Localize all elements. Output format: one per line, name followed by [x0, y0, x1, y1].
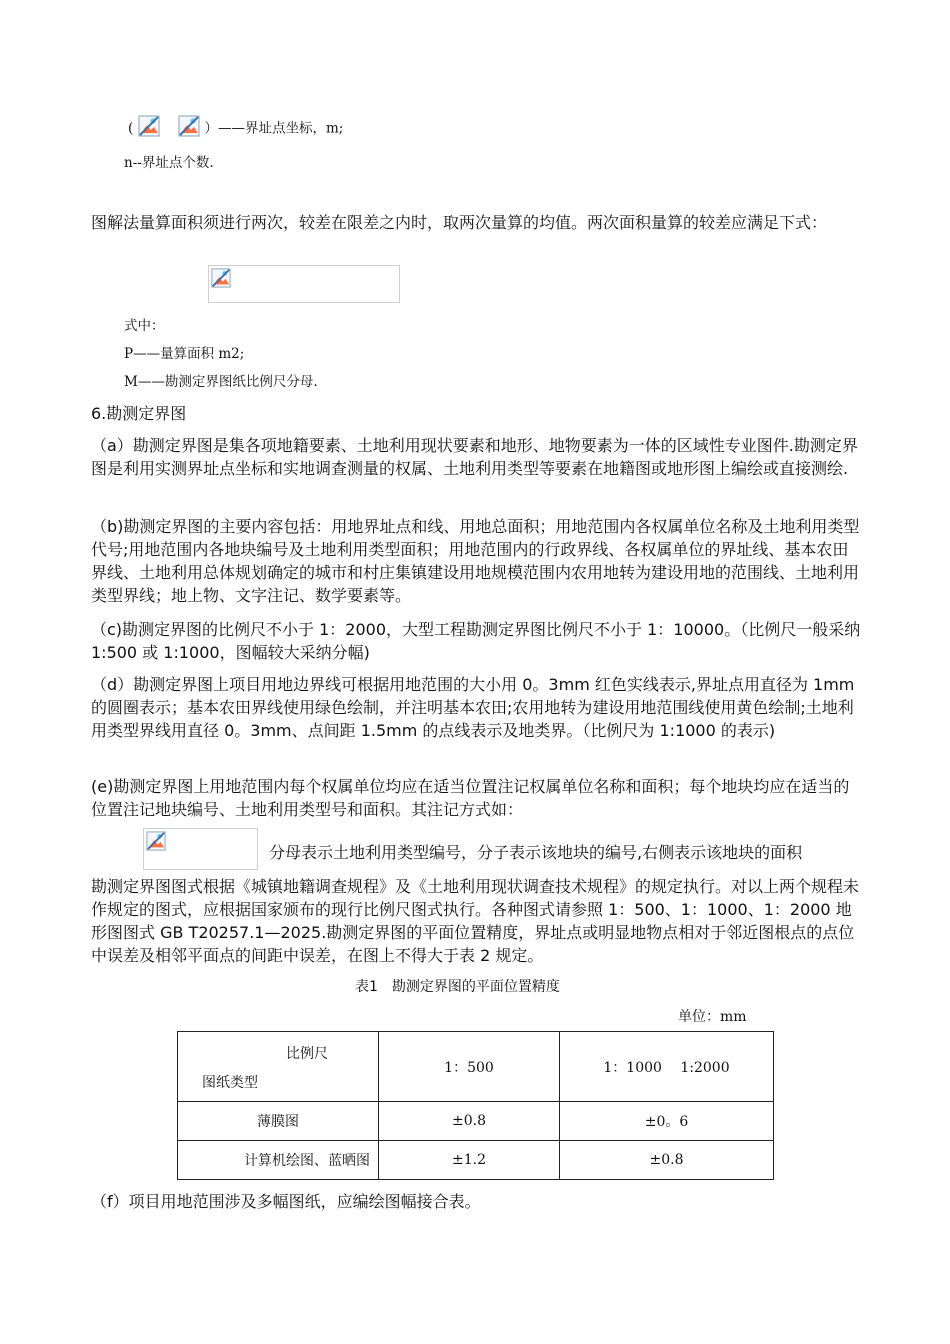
annotation-image — [143, 828, 258, 870]
formula-legend-coordinates — [128, 118, 343, 142]
row-type-cell: 计算机绘图、蓝晒图 — [178, 1141, 379, 1180]
broken-image-icon — [138, 115, 160, 137]
open-paren: ( — [128, 120, 134, 137]
row-value-cell: ±0。6 — [560, 1102, 774, 1141]
p-definition: P——量算面积 m2; — [124, 346, 245, 362]
paragraph-d: （d）勘测定界图上项目用地边界线可根据用地范围的大小用 0。3mm 红色实线表示,界址点用直径为 1mm 的圆圈表示；基本农田界线使用绿色绘制，并注明基本农田;农用地转为建设用地范围线使用黄色绘制;土地利用类型界线用直径 0。3mm、点间距 1.5mm 的点线表示及地类界。（比例尺为 1:1000 的表示) — [91, 675, 855, 740]
paragraph-two-measurements: 图解法量算面积须进行两次，较差在限差之内时，取两次量算的均值。两次面积量算的较差应满足下式： — [91, 213, 828, 232]
header-diagonal-cell — [178, 1032, 379, 1102]
header-col-1000-2000: 1：1000 1:2000 — [560, 1032, 774, 1102]
broken-image-icon — [146, 831, 166, 851]
table-unit: 单位：mm — [678, 1009, 747, 1025]
paragraph-f: （f）项目用地范围涉及多幅图纸，应编绘图幅接合表。 — [91, 1192, 481, 1211]
row-value-cell: ±0.8 — [379, 1102, 560, 1141]
paragraph-standards: 勘测定界图图式根据《城镇地籍调查规程》及《土地利用现状调查技术规程》的规定执行。对以上两个规程未作规定的图式，应根据国家颁布的现行比例尺图式执行。各种图式请参照 1：500、1：1000、1：2000 地形图图式 GB T20257.1—2025.勘测定界图的平面位置精度，界址点或明显地物点相对于邻近图根点的点位中误差及相邻平面点的间距中误差，在图上不得大于表 2 规定。 — [91, 877, 860, 965]
formula-legend-count: n--界址点个数. — [124, 155, 214, 171]
formula-image — [208, 265, 400, 303]
table-header-row — [178, 1032, 774, 1102]
accuracy-table — [177, 1031, 774, 1180]
table-row — [178, 1102, 774, 1141]
annotation-caption: 分母表示土地利用类型编号，分子表示该地块的编号,右侧表示该地块的面积 — [269, 843, 803, 862]
table-row — [178, 1141, 774, 1180]
header-col-500: 1：500 — [379, 1032, 560, 1102]
section-title: 6.勘测定界图 — [91, 404, 187, 423]
table-caption: 表1 勘测定界图的平面位置精度 — [355, 979, 560, 995]
paragraph-e: (e)勘测定界图上用地范围内每个权属单位均应在适当位置注记权属单位名称和面积；每个地块均应在适当的位置注记地块编号、土地利用类型号和面积。其注记方式如： — [91, 777, 850, 819]
paragraph-a: （a）勘测定界图是集各项地籍要素、土地利用现状要素和地形、地物要素为一体的区域性专业图件.勘测定界图是利用实测界址点坐标和实地调查测量的权属、土地利用类型等要素在地籍图或地形图上编绘或直接测绘. — [91, 436, 858, 478]
paragraph-c: （c)勘测定界图的比例尺不小于 1：2000，大型工程勘测定界图比例尺不小于 1：10000。（比例尺一般采纳 1:500 或 1:1000，图幅较大采纳分幅) — [91, 620, 861, 662]
where-label: 式中： — [124, 318, 165, 334]
m-definition: M——勘测定界图纸比例尺分母. — [124, 374, 318, 390]
row-type-cell: 薄膜图 — [178, 1102, 379, 1141]
header-type-label: 图纸类型 — [202, 1075, 258, 1091]
coordinate-legend-text: ）——界址点坐标，m; — [204, 120, 344, 137]
header-scale-label: 比例尺 — [286, 1046, 328, 1062]
broken-image-icon — [178, 115, 200, 137]
broken-image-icon — [211, 268, 231, 288]
paragraph-b: （b)勘测定界图的主要内容包括：用地界址点和线、用地总面积；用地范围内各权属单位名称及土地利用类型代号;用地范围内各地块编号及土地利用类型面积；用地范围内的行政界线、各权属单位的界址线、基本农田界线、土地利用总体规划确定的城市和村庄集镇建设用地规模范围内农用地转为建设用地的范围线、土地利用类型界线；地上物、文字注记、数学要素等。 — [91, 517, 860, 605]
row-value-cell: ±0.8 — [560, 1141, 774, 1180]
row-value-cell: ±1.2 — [379, 1141, 560, 1180]
